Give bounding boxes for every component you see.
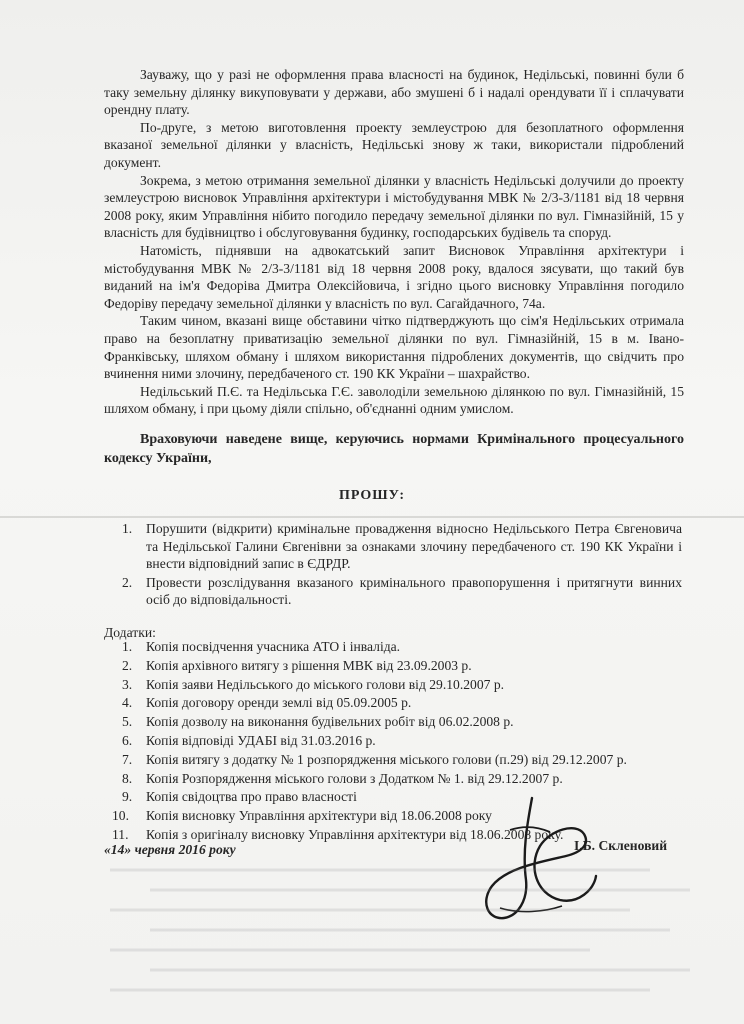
attachment-number: 6. (122, 732, 133, 748)
attachment-text: Копія архівного витягу з рішення МВК від 23.09.2003 р. (146, 657, 472, 673)
attachment-text: Копія свідоцтва про право власності (146, 789, 357, 805)
request-heading: ПРОШУ: (338, 488, 406, 503)
attachment-number: 7. (122, 751, 133, 767)
paragraph-4: Натомість, піднявши на адвокатський запит Висновок Управління архітектури і містобудування МВК № 2/3-3/1181 від 18 червня 2008 року, вдалося зясувати, що такий був виданий на ім'я Федоріва Дмитра Олексійовича, і згідно цього висновку Управління погодило Федоріву передачу земельної ділянки у власність по вул. Сагайдачного, 74а. (104, 242, 684, 311)
document-date: «14» червня 2016 року (104, 842, 236, 857)
attachment-item (122, 751, 702, 770)
paragraph-5: Таким чином, вказані вище обставини чітко підтверджують що сім'я Недільських отримала право на безоплатну приватизацію земельної ділянки по вул. Гімназійній, 15 в м. Івано-Франківську, шляхом обману і шляхом використання підроблених документів, що свідчить про вчинення ними злочину, передбаченого ст. 190 КК України – шахрайство. (104, 313, 684, 382)
attachments-list (112, 638, 702, 845)
attachment-item (122, 694, 702, 713)
attachment-number: 4. (122, 695, 133, 711)
attachment-item (122, 713, 702, 732)
request-item (122, 574, 682, 609)
paragraph-2: По-друге, з метою виготовлення проекту землеустрою для безоплатного оформлення вказаної земельної ділянки у власність, Недільські знову ж таки, використали підроблений документ. (104, 119, 684, 170)
attachment-number: 10. (112, 808, 129, 824)
attachment-text: Копія відповіді УДАБІ від 31.03.2016 р. (146, 732, 376, 748)
attachment-item (112, 807, 702, 826)
request-item (122, 520, 682, 573)
attachment-number: 5. (122, 714, 133, 730)
attachment-number: 11. (112, 826, 129, 842)
request-number: 2. (122, 574, 133, 590)
attachment-item (122, 770, 702, 789)
paragraph-6: Недільський П.Є. та Недільська Г.Є. заволоділи земельною ділянкою по вул. Гімназійній, 15 шляхом обману, і при цьому діяли спільно, об'єднанні одним умислом. (104, 383, 684, 417)
attachment-number: 3. (122, 676, 133, 692)
closing-statement: Враховуючи наведене вище, керуючись нормами Кримінального процесуального кодексу України, (104, 432, 684, 466)
document-body (104, 66, 684, 418)
attachment-text: Копія дозволу на виконання будівельних робіт від 06.02.2008 р. (146, 714, 514, 730)
attachment-text: Копія Розпорядження міського голови з Додатком № 1. від 29.12.2007 р. (146, 770, 563, 786)
paragraph-3: Зокрема, з метою отримання земельної ділянки у власність Недільські долучили до проекту землеустрою висновок Управління архітектури і містобудування МВК № 2/3-3/1181 від 18 червня 2008 року, яким Управління нібито погодило передачу земельної ділянки по вул. Гімназійній, 15 у власність для будівництво і обслуговування будинку, господарських будівель та споруд. (104, 172, 684, 241)
paragraph-1: Зауважу, що у разі не оформлення права власності на будинок, Недільські, повинні були б таку земельну ділянку викуповувати у держави, або змушені б і надалі орендувати її і сплачувати орендну плату. (104, 67, 684, 118)
attachment-number: 8. (122, 770, 133, 786)
attachment-item (122, 788, 702, 807)
attachment-number: 2. (122, 657, 133, 673)
attachment-text: Копія витягу з додатку № 1 розпорядження міського голови (п.29) від 29.12.2007 р. (146, 751, 627, 767)
attachment-text: Копія посвідчення учасника АТО і інваліда. (146, 639, 401, 654)
attachment-text: Копія з оригіналу висновку Управління архітектури від 18.06.2008 року. (146, 826, 564, 842)
attachment-item (122, 638, 702, 657)
attachment-number: 1. (122, 639, 133, 654)
attachments-heading: Додатки: (104, 625, 156, 640)
attachment-item (122, 732, 702, 751)
attachment-text: Копія заяви Недільського до міського голови від 29.10.2007 р. (146, 676, 505, 692)
attachment-item (122, 657, 702, 676)
bleed-through-text (90, 860, 710, 1010)
attachment-text: Копія висновку Управління архітектури від 18.06.2008 року (146, 808, 492, 824)
signer-name: І.Б. Скленовий (574, 838, 668, 853)
request-text: Провести розслідування вказаного кримінального правопорушення і притягнути винних осіб до відповідальності. (146, 574, 682, 608)
attachment-number: 9. (122, 789, 133, 805)
request-list (122, 520, 682, 610)
page-fold-line (0, 516, 744, 518)
attachment-item (122, 676, 702, 695)
request-text: Порушити (відкрити) кримінальне провадження відносно Недільського Петра Євгеновича та Недільської Галини Євгенівни за ознаками злочину передбаченого ст. 190 КК України і внести відповідний запис в ЄДРДР. (146, 521, 682, 572)
attachment-text: Копія договору оренди землі від 05.09.2005 р. (146, 695, 412, 711)
request-number: 1. (122, 521, 133, 536)
